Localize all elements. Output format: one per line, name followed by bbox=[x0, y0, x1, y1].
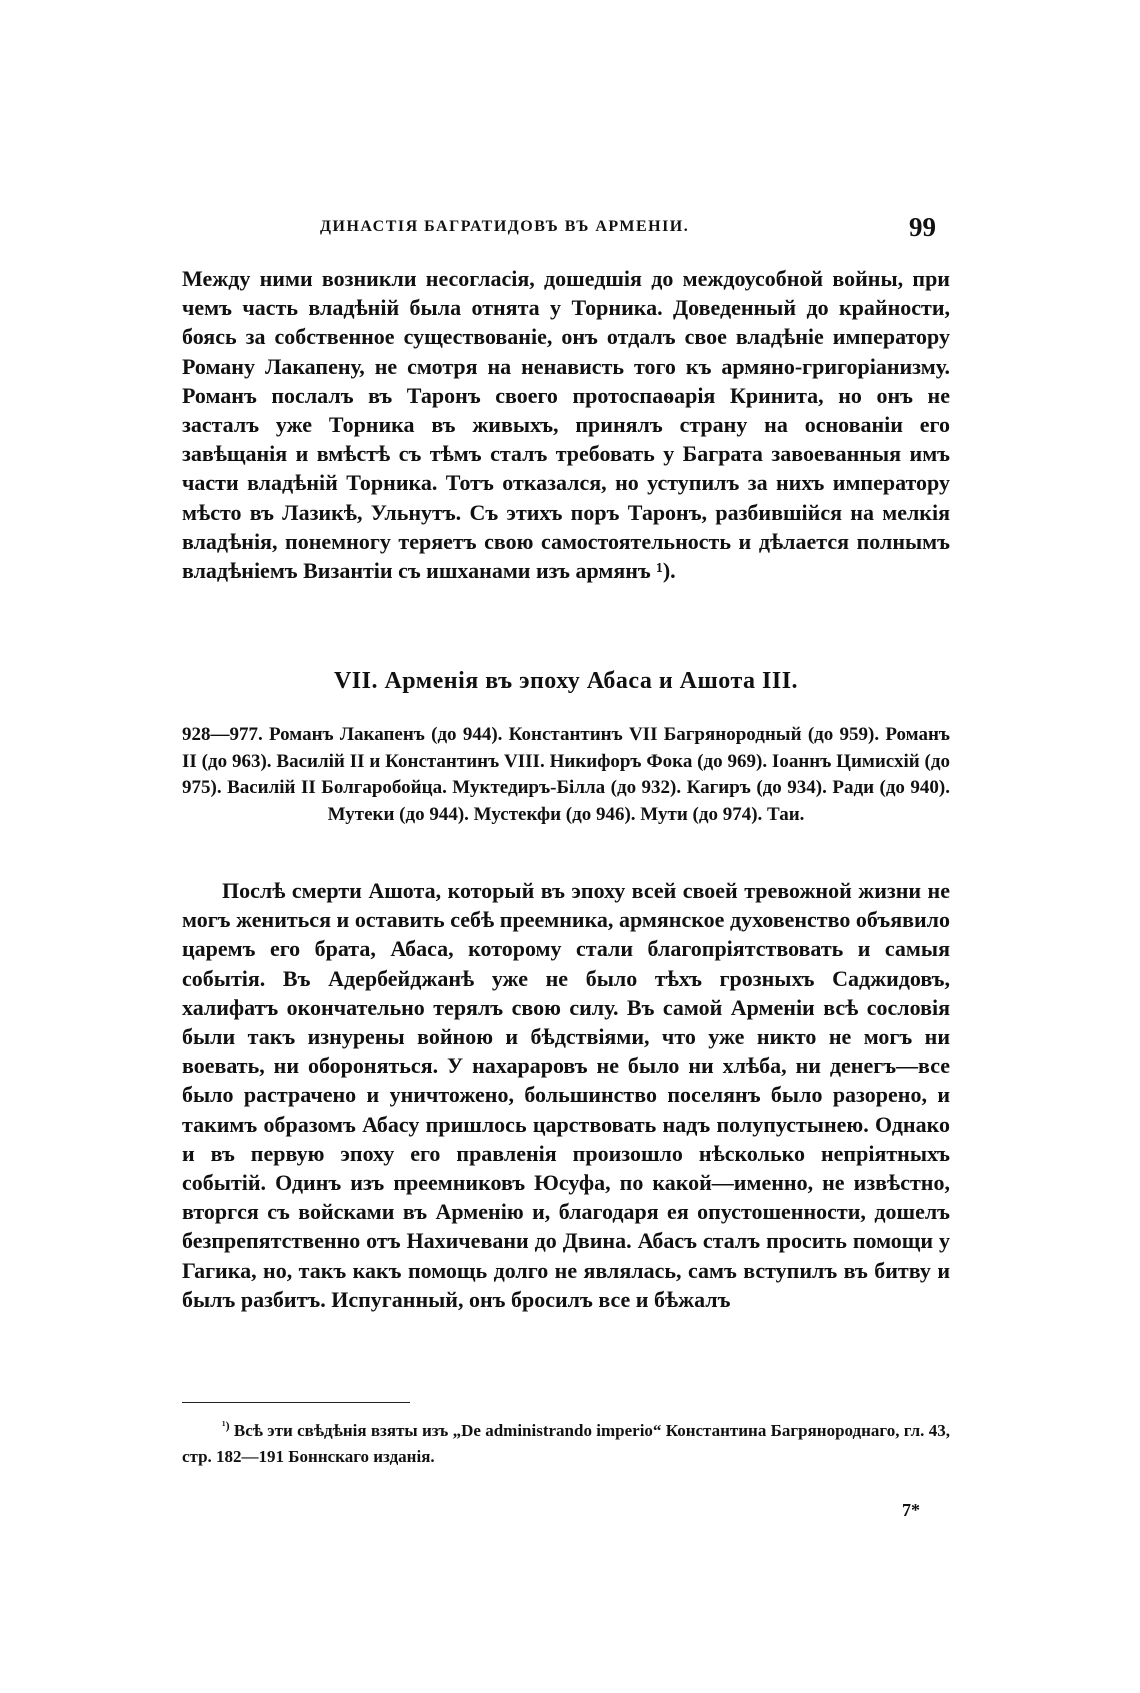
paragraph-2: Послѣ смерти Ашота, который въ эпоху всей своей тревожной жизни не могъ жениться и оставить себѣ преемника, армянское духовенство объявило царемъ его брата, Абаса, которому стали благопріятствовать и самыя событія. Въ Адербейджанѣ уже не было тѣхъ грозныхъ Саджидовъ, халифатъ окончательно терялъ свою силу. Въ самой Арменіи всѣ сословія были такъ изнурены войною и бѣдствіями, что уже никто не могъ ни воевать, ни обороняться. У нахараровъ не было ни хлѣба, ни денегъ—все было растрачено и уничтожено, большинство поселянъ было разорено, и такимъ образомъ Абасу пришлось царствовать надъ полупустынею. Однако и въ первую эпоху его правленія произошло нѣсколько непріятныхъ событій. Одинъ изъ преемниковъ Юсуфа, по какой—именно, не извѣстно, вторгся съ войсками въ Арменію и, благодаря ея опустошенности, дошелъ безпрепятственно отъ Нахичевани до Двина. Абасъ сталъ просить помощи у Гагика, но, такъ какъ помощь долго не являлась, самъ вступилъ въ битву и былъ разбитъ. Испуганный, онъ бросилъ все и бѣжалъ bbox=[182, 878, 950, 1312]
footnote-rule bbox=[182, 1402, 410, 1403]
footnote bbox=[182, 1418, 950, 1470]
page-content bbox=[182, 0, 950, 1693]
footnote-text: Всѣ эти свѣдѣнія взяты изъ „De administrando imperio“ Константина Багрянороднаго, гл. 43, стр. 182—191 Боннскаго изданія. bbox=[182, 1421, 950, 1466]
signature-mark: 7* bbox=[902, 1500, 920, 1520]
chronology-list: 928—977. Романъ Лакапенъ (до 944). Константинъ VII Багрянородный (до 959). Романъ II (до 963). Василій II и Константинъ VIII. Никифоръ Фока (до 969). Іоаннъ Цимисхій (до 975). Василій II Болгаробойца. Муктедиръ-Білла (до 932). Кагиръ (до 934). Ради (до 940). Мутеки (до 944). Мустекфи (до 946). Мути (до 974). Таи. bbox=[182, 724, 950, 825]
paragraph-1: Между ними возникли несогласія, дошедшія до междоусобной войны, при чемъ часть владѣній была отнята у Торника. Доведенный до крайности, боясь за собственное существованіе, онъ отдалъ свое владѣніе императору Роману Лакапену, не смотря на ненависть того къ армяно-григоріанизму. Романъ послалъ въ Таронъ своего протоспаѳарія Кринита, но онъ не засталъ уже Торника въ живыхъ, принялъ страну на основаніи его завѣщанія и вмѣстѣ съ тѣмъ сталъ требовать у Баграта завоеванныя имъ части владѣній Торника. Тотъ отказался, но уступилъ за нихъ императору мѣсто въ Лазикѣ, Ульнутъ. Съ этихъ поръ Таронъ, разбившійся на мелкія владѣнія, понемногу теряетъ свою самостоятельность и дѣлается полнымъ владѣніемъ Византіи съ ишханами изъ армянъ ¹). bbox=[182, 266, 950, 584]
footnote-marker: ¹) bbox=[222, 1418, 230, 1433]
running-head bbox=[182, 212, 950, 252]
running-title: ДИНАСТІЯ БАГРАТИДОВЪ ВЪ АРМЕНІИ. bbox=[320, 218, 690, 235]
section-heading: VII. Арменія въ эпоху Абаса и Ашота III. bbox=[333, 668, 799, 694]
page-number: 99 bbox=[909, 212, 936, 242]
